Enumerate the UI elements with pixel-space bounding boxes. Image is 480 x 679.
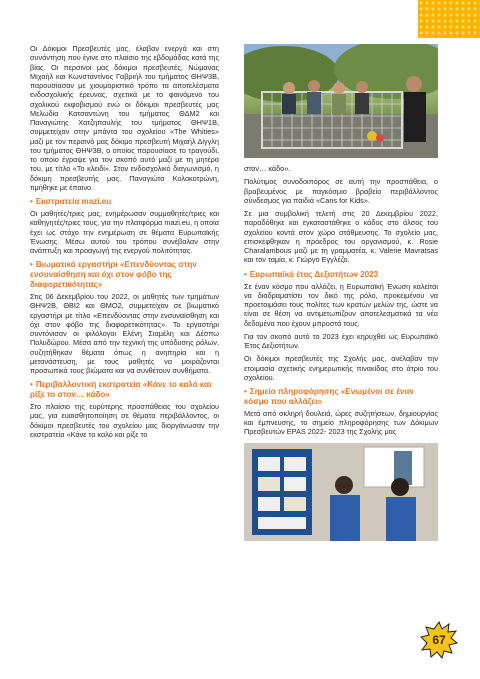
heading-info-point	[244, 387, 438, 407]
right-paragraph-6: Οι δόκιμοι πρεσβευτές της Σχολής μας, ανέλαβαν την ετοιμασία σχετικής ενημερωτικής πινακίδας στο άτριο του σχολείου.	[244, 354, 438, 382]
bullet-icon: •	[244, 269, 247, 279]
right-paragraph-4: Σε έναν κόσμο που αλλάζει, η Ευρωπαϊκή Ένωση καλείται να διαδραματίσει τον δικό της ρόλο, προκειμένου να προετοιμάσει τους πολίτες των κρατών μελών της, ώστε να είναι σε θέση να αντιμετωπίζουν αποτελεσματικά τα νέα δεδομένα που έχουν μπροστά τους.	[244, 281, 438, 328]
right-paragraph-7: Μετά από σκληρή δουλειά, ώρες συζητήσεων, δημιουργίας και έμπνευσης, το σημείο πληροφόρησης των Δόκιμων Πρεσβευτών EPAS 2022- 2023 της Σχολής μας	[244, 408, 438, 437]
left-paragraph-3: Στις 06 Δεκεμβρίου του 2022, οι μαθητές των τμημάτων ΘΗΨ2Β, ΘΒΙ2 και ΘΜΟ2, συμμετείχαν σε βιωματικό εργαστήρι με τίτλο «Επενδύοντας στην ενσυναίσθηση και όχι στον φόβο της διαφορετικότητας». Το εργαστήρι συντόνισαν οι φιλόλογοι Ελένη Σιαμέλη και Δέσπω Πολυδώρου. Μέσα από την τεχνική της υπόδυσης ρόλων, συζητήθηκαν θέματα όπως η ανηπηρία και η μετανάστευση, με τους μαθητές να μοιράζονται προσωπικά τους βιώματα και να συνθέτουν συνθήματα.	[30, 292, 219, 376]
heading-environment	[30, 380, 219, 400]
right-column	[244, 44, 438, 541]
photo-info-point	[244, 443, 438, 541]
heading-environment-text: Περιβαλλοντική εκστρατεία «Κάνε το καλό και ρίξε το στον… κάδο»	[30, 380, 212, 400]
heading-skills-year	[244, 270, 438, 280]
bullet-icon: •	[30, 197, 33, 207]
left-paragraph-4: Στο πλαίσιο της ευρύτερης προσπάθειας του σχολείου μας, για ευαισθητοποίηση σε θέματα περιβάλλοντος, οι δόκιμοι πρεσβευτές του σχολείου μας διοργάνωσαν την εκστρατεία «Κάνε το καλό και ρίξε το	[30, 402, 219, 439]
corner-decoration	[418, 0, 480, 38]
bullet-icon: •	[244, 387, 247, 397]
page-number-badge	[420, 621, 458, 659]
heading-workshop-text: Βιωματικό εργαστήρι «Επενδύοντας στην ενσυναίσθηση και όχι στον φόβο της διαφορετικότητας»	[30, 260, 197, 290]
left-paragraph-1: Οι Δόκιμοι Πρεσβευτές μας, έλαβαν ενεργά και στη συνάντηση που έγινε στο πλαίσιο της εβδομάδας κατά της βίας. Οι περσινοί μας δόκιμοι πρεσβευτές, Νώμανας Μιχαήλ και Κωνσταντίνος Γαβριήλ του τμήματος ΘΗΨ3Β, παρουσίασαν με χιουμοριστικό τρόπο τα αποτελέσματα ενδοσχολικής έρευνας, σχετικά με το φαινόμενο του σχολικού εκφοβισμού ενώ οι δόκιμοι πρεσβευτές μας Μελωδία Κατσαντώνη του τμήματος ΘΔΜ2 και Παναγιώτης Χατζηπαυλής του τμήματος ΘΗΨ1Β, συμμετείχαν στην μπάντα του σχολείου «The Whities» μαζί με τον περσινό μας δόκιμο πρεσβευτή Μιχαήλ Δίγγλη του τμήματος ΘΗΨ3Β, ο οποίος παρουσίασε το τραγούδι, το οποίο έγραψε για τον σκοπό αυτό μαζί με τη μητέρα του, με τίτλο «Το κλειδί». Στον ενδοσχολικό διαγωνισμό, η δόκιμη πρεσβευτής μας, Παναγιώτα Κολοκοτρώνη, τιμήθηκε με έπαινο.	[30, 44, 219, 192]
photo-info-point-graphic	[244, 443, 438, 541]
page-number: 67	[432, 633, 446, 647]
heading-workshop	[30, 260, 219, 290]
bullet-icon: •	[30, 260, 33, 270]
right-paragraph-2: Πολύτιμος συνοδοιπόρος σε αυτή την προσπάθεια, ο βραβευμένος με παγκόσμιο βραβείο περιβάλλοντος σύνδεσμος για παιδιά «Cans for Kids».	[244, 177, 438, 205]
photo-recycling-bin-graphic	[244, 44, 438, 158]
heading-mazi-eu	[30, 197, 219, 207]
right-paragraph-5: Για τον σκοπό αυτό το 2023 έχει κηρυχθεί ως Ευρωπαϊκό Έτος Δεξιοτήτων.	[244, 331, 438, 351]
left-column	[30, 44, 219, 443]
right-paragraph-1: στον… κάδο».	[244, 164, 291, 173]
left-paragraph-2: Οι μαθητές/τριες μας, ενημέρωσαν συμμαθητές/τριες και καθηγητές/τριες τους, για την πλατφόρμα mazi.eu, η οποία έχει ως στόχο την ενημέρωση σε θέματα Ευρωπαϊκής Ένωσης. Μέσω αυτού του τρόπου συνέβαλαν στην ανάπτυξη και προαγωγή της ενεργού πολιτότητας.	[30, 209, 219, 256]
bullet-icon: •	[30, 380, 33, 390]
photo-recycling-bin	[244, 44, 438, 158]
heading-mazi-eu-text: Εκστρατεία mazi.eu	[35, 197, 112, 207]
right-paragraph-3: Σε μια συμβολική τελετή στις 20 Δεκεμβρίου 2022, παραδόθηκε και εγκαταστάθηκε ο κάδος στο άλσος του σχολείου κοντά στον χώρο στάθμευσης. Το σχολείο μας, επισκέφθηκαν η πρόεδρος του οργανισμού, κ. Rosie Charalambous μαζί με τη γραμματέα, κ. Valerie Mavratsas και τον ταμία, κ. Γιώργο Εγγλέζο.	[244, 209, 438, 265]
heading-info-point-text: Σημείο πληροφόρησης «Ενωμένοι σε έναν κόσμο που αλλάζει»	[244, 387, 414, 407]
heading-skills-year-text: Ευρωπαϊκό έτος Δεξιοτήτων 2023	[249, 269, 379, 279]
